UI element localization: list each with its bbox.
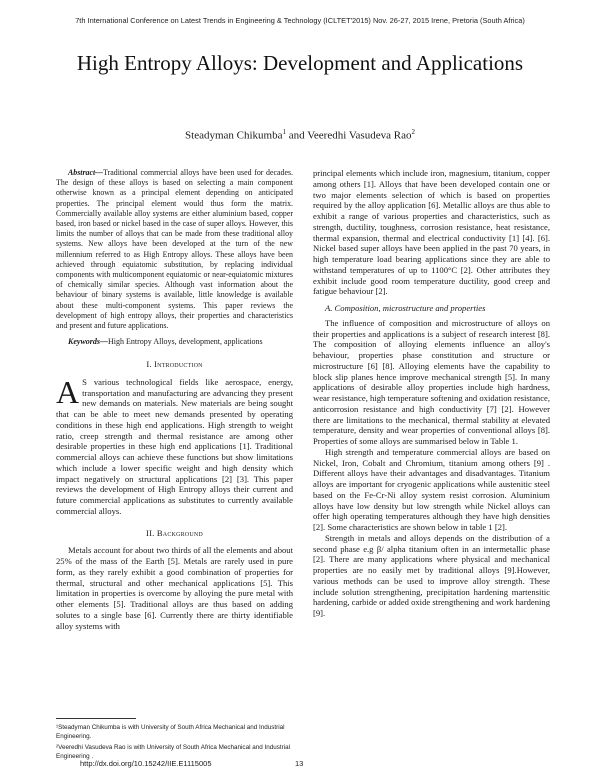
section-heading-introduction bbox=[56, 359, 293, 370]
author-1-superscript: 1 bbox=[282, 128, 286, 136]
composition-paragraph-1: The influence of composition and microstructure of alloys on their properties and applications is a subject of research interest [8]. The composition of alloying elements influence an alloy's behaviour, properties phase constitution and structure or microstructure [6] [8]. Alloying elements have the capability to block slip planes hence improve mechanical strength [5]. In many applications of desirable alloy properties include high hardness, wear resistance, high temperature softening and oxidation resistance, anticorrosion resistance and high conductivity [7] [2]. However there are limitations to the mechanical, thermal stability at elevated temperature, density and wear properties of conventional alloys [8]. Properties of some alloys are summarised below in Table 1. bbox=[313, 317, 550, 446]
abstract-text: Traditional commercial alloys have been used for decades. The design of these alloys is based on selecting a main component otherwise known as a principal element depending on anticipated properties. The principal element would thus form the matrix. Commercially available alloy systems are either aluminium based, copper based, iron based or nickel based in the case of super alloys. However, this limits the number of alloys that can be made from these traditional alloy systems. New alloys have been developed at the turn of the new millennium referred to as High Entropy alloys. These alloys have been achieved through equiatomic substitution, by replacing individual components with multicomponent equiatomic or near-equiatomic mixtures of chemically similar species. Although vast information about the behaviour of binary systems is available, little knowledge is available about these multi-component systems. This paper reviews the development of high entropy alloys, their properties and characteristics and present and future applications. bbox=[56, 168, 293, 331]
keywords-text: High Entropy Alloys, development, applications bbox=[108, 337, 263, 347]
footnote-1: ¹Steadyman Chikumba is with University of South Africa Mechanical and Industrial Engineering. bbox=[56, 724, 285, 740]
composition-paragraph-2: High strength and temperature commercial alloys are based on Nickel, Iron, Cobalt and Chromium, titanium among others [9] . Different alloys have their advantages and disadvantages. Titanium alloys are important for cryogenic applications while austenitic steel based on the Fe-Cr-Ni alloy system resist corrosion. Aluminium alloys have low density but low strength while Nickel alloys can offer high operating temperatures although they have high densities [2]. Some characteristics are shown below in table 1 [2]. bbox=[313, 446, 550, 532]
footnotes bbox=[56, 724, 296, 764]
subsection-heading-a: A. Composition, microstructure and properties bbox=[325, 303, 486, 313]
background-paragraph-continued: principal elements which include iron, magnesium, titanium, copper among others [1]. Alloys that have been developed contain one or two major elements selection of which is based on properties required by the alloy application [6]. Metallic alloys are thus able to exhibit a range of various properties and characteristics, such as strength, ductility, toughness, corrosion resistance, heat resistance, thermal expansion, thermal and electrical conductivity [1] [4]. [6]. Nickel based super alloys have been applied in the past 70 years, in high temperature load bearing applications since they are able to withstand temperatures of up to 1100°C [2]. Other attributes they exhibit include good room temperature ductility, good creep and fatigue behaviour [2]. bbox=[313, 168, 550, 297]
left-column bbox=[56, 168, 293, 631]
section-number: I. bbox=[146, 359, 152, 369]
author-1: Steadyman Chikumba bbox=[185, 129, 283, 142]
page-number: 13 bbox=[295, 759, 304, 768]
section-title: Introduction bbox=[154, 359, 203, 369]
doi-link[interactable]: http://dx.doi.org/10.15242/IIE.E1115005 bbox=[80, 759, 212, 768]
author-2-superscript: 2 bbox=[411, 128, 415, 136]
abstract bbox=[56, 168, 293, 331]
abstract-label: Abstract— bbox=[68, 168, 104, 177]
introduction-text: S various technological fields like aerospace, energy, transportation and manufacturing are advancing they present new demands on materials. New materials are being sought that can be able to meet new demands presented by operating conditions in these high end applications. High strength to weight ratio, creep strength and thermal resistance are among other desirable properties in these high end applications [1]. Traditional commercial alloys can achieve these functions but show limitations which include a lower specific weight and high density which impact negatively on structural applications [2] [3]. This paper reviews the development of High Entropy alloys their current and future commercial applications as substitutes to currently available commercial alloys. bbox=[56, 376, 293, 516]
keywords bbox=[56, 337, 293, 348]
composition-paragraph-3: Strength in metals and alloys depends on the distribution of a second phase e.g β/ alpha titanium often in an intermetallic phase [2]. There are many applications where physical and mechanical properties are no easily met by traditional alloys [9].However, various methods can be used to improve alloy strength. These include solution strengthening, precipitation hardening martensitic hardening, carbide or added oxide strengthening and work hardening [9]. bbox=[313, 532, 550, 618]
author-line bbox=[0, 128, 600, 142]
conference-header: 7th International Conference on Latest Trends in Engineering & Technology (ICLTET'2015) Nov. 26-27, 2015 Irene, Pretoria (South Africa) bbox=[75, 16, 525, 25]
introduction-paragraph bbox=[56, 373, 293, 517]
section-number: II. bbox=[146, 527, 155, 538]
author-2: Veeredhi Vasudeva Rao bbox=[307, 129, 412, 142]
right-column bbox=[313, 168, 550, 619]
footnote-rule bbox=[56, 718, 136, 719]
drop-cap: A bbox=[56, 373, 80, 410]
section-heading-background bbox=[56, 528, 293, 539]
footnote-2: ²Veeredhi Vasudeva Rao is with University of South Africa Mechanical and Industrial Engineering . bbox=[56, 744, 291, 760]
section-title: Background bbox=[156, 527, 203, 538]
paper-title: High Entropy Alloys: Development and Applications bbox=[76, 51, 524, 75]
keywords-label: Keywords— bbox=[68, 337, 108, 347]
author-separator: and bbox=[286, 129, 308, 142]
background-paragraph: Metals account for about two thirds of all the elements and about 25% of the mass of the Earth [5]. Metals are rarely used in pure form, as they rarely exhibit a good combination of properties for thermal, structural and other mechanical applications [5]. This limitation in properties is overcome by alloying the pure metal with other elements [5]. Traditional alloys are thus based on adding solutes to a single base [6]. Currently there are thirty identifiable alloy systems with bbox=[56, 545, 293, 631]
